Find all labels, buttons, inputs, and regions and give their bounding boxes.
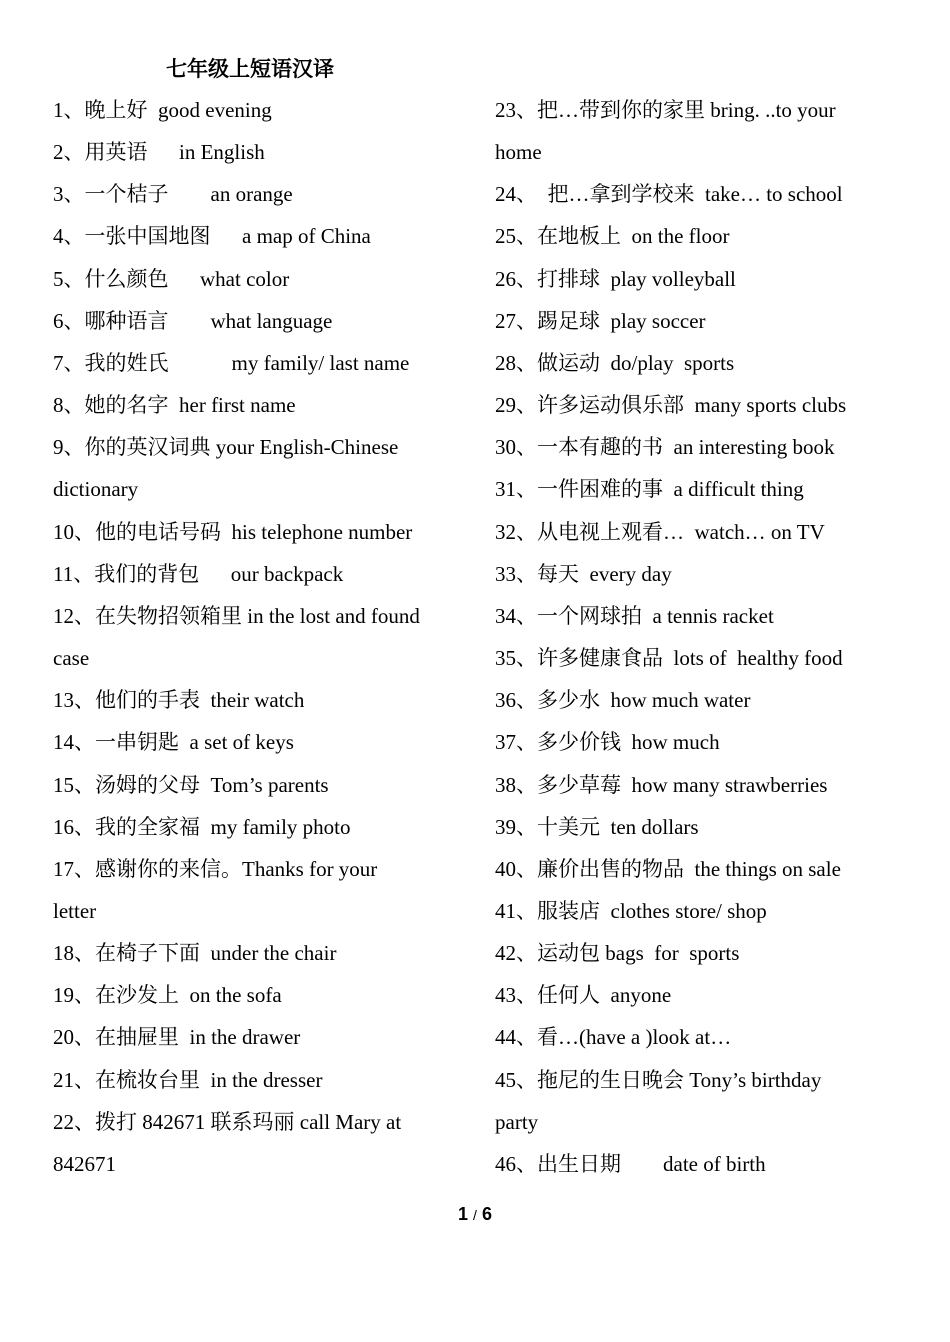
phrase-line: 22、拨打 842671 联系玛丽 call Mary at [53,1109,402,1134]
phrase-line: 7、我的姓氏 my family/ last name [53,350,410,375]
phrase-line: case [53,646,90,671]
phrase-line: 24、 把…拿到学校来 take… to school [495,182,843,207]
page-total: 6 [481,1204,492,1224]
phrase-line: 43、任何人 anyone [495,983,672,1008]
phrase-line: 19、在沙发上 on the sofa [53,983,282,1008]
phrase-line: dictionary [53,477,139,502]
phrase-line: 33、每天 every day [495,561,672,586]
phrase-line: 3、一个桔子 an orange [53,182,293,207]
phrase-line: 45、拖尼的生日晚会 Tony’s birthday [495,1067,822,1092]
phrase-line: 38、多少草莓 how many strawberries [495,772,828,797]
phrase-line: letter [53,898,97,923]
phrase-line: home [495,140,542,165]
phrase-line: 34、一个网球拍 a tennis racket [495,603,774,628]
page-current: 1 [458,1204,469,1224]
phrase-line: 25、在地板上 on the floor [495,224,730,249]
phrase-line: 17、感谢你的来信。Thanks for your [53,856,378,881]
phrase-line: 36、多少水 how much water [495,688,751,713]
phrase-line: 31、一件困难的事 a difficult thing [495,477,804,502]
phrase-line: 30、一本有趣的书 an interesting book [495,435,835,460]
phrase-line: 32、从电视上观看… watch… on TV [495,519,825,544]
left-column [53,89,453,1185]
phrase-line: 16、我的全家福 my family photo [53,814,351,839]
phrase-line: 20、在抽屉里 in the drawer [53,1025,301,1050]
phrase-line: 40、廉价出售的物品 the things on sale [495,856,841,881]
phrase-line: 44、看…(have a )look at… [495,1025,732,1050]
page-title: 七年级上短语汉译 [166,56,334,81]
phrase-line: 42、运动包 bags for sports [495,941,740,966]
phrase-line: 18、在椅子下面 under the chair [53,941,337,966]
phrase-line: 39、十美元 ten dollars [495,814,699,839]
phrase-line: 15、汤姆的父母 Tom’s parents [53,772,329,797]
phrase-line: 41、服装店 clothes store/ shop [495,898,767,923]
phrase-line: party [495,1109,539,1134]
right-column [495,89,895,1185]
phrase-line: 26、打排球 play volleyball [495,266,736,291]
phrase-line: 37、多少价钱 how much [495,730,720,755]
phrase-line: 14、一串钥匙 a set of keys [53,730,294,755]
phrase-line: 9、你的英汉词典 your English-Chinese [53,435,399,460]
phrase-line: 1、晚上好 good evening [53,98,272,122]
phrase-line: 2、用英语 in English [53,140,265,165]
phrase-line: 4、一张中国地图 a map of China [53,224,371,249]
phrase-line: 46、出生日期 date of birth [495,1151,766,1176]
phrase-line: 5、什么颜色 what color [53,266,290,291]
phrase-line: 28、做运动 do/play sports [495,350,735,375]
phrase-line: 35、许多健康食品 lots of healthy food [495,646,843,671]
page-number [0,1204,950,1225]
phrase-line: 23、把…带到你的家里 bring. ..to your [495,98,836,122]
phrase-line: 10、他的电话号码 his telephone number [53,519,413,544]
phrase-line: 21、在梳妆台里 in the dresser [53,1067,323,1092]
phrase-line: 29、许多运动俱乐部 many sports clubs [495,393,847,418]
phrase-line: 6、哪种语言 what language [53,308,333,333]
phrase-line: 8、她的名字 her first name [53,393,296,418]
phrase-line: 13、他们的手表 their watch [53,688,305,713]
phrase-line: 12、在失物招领箱里 in the lost and found [53,603,420,628]
page-separator: / [473,1207,477,1223]
phrase-line: 842671 [53,1151,116,1176]
phrase-line: 11、我们的背包 our backpack [53,561,344,586]
phrase-line: 27、踢足球 play soccer [495,308,706,333]
